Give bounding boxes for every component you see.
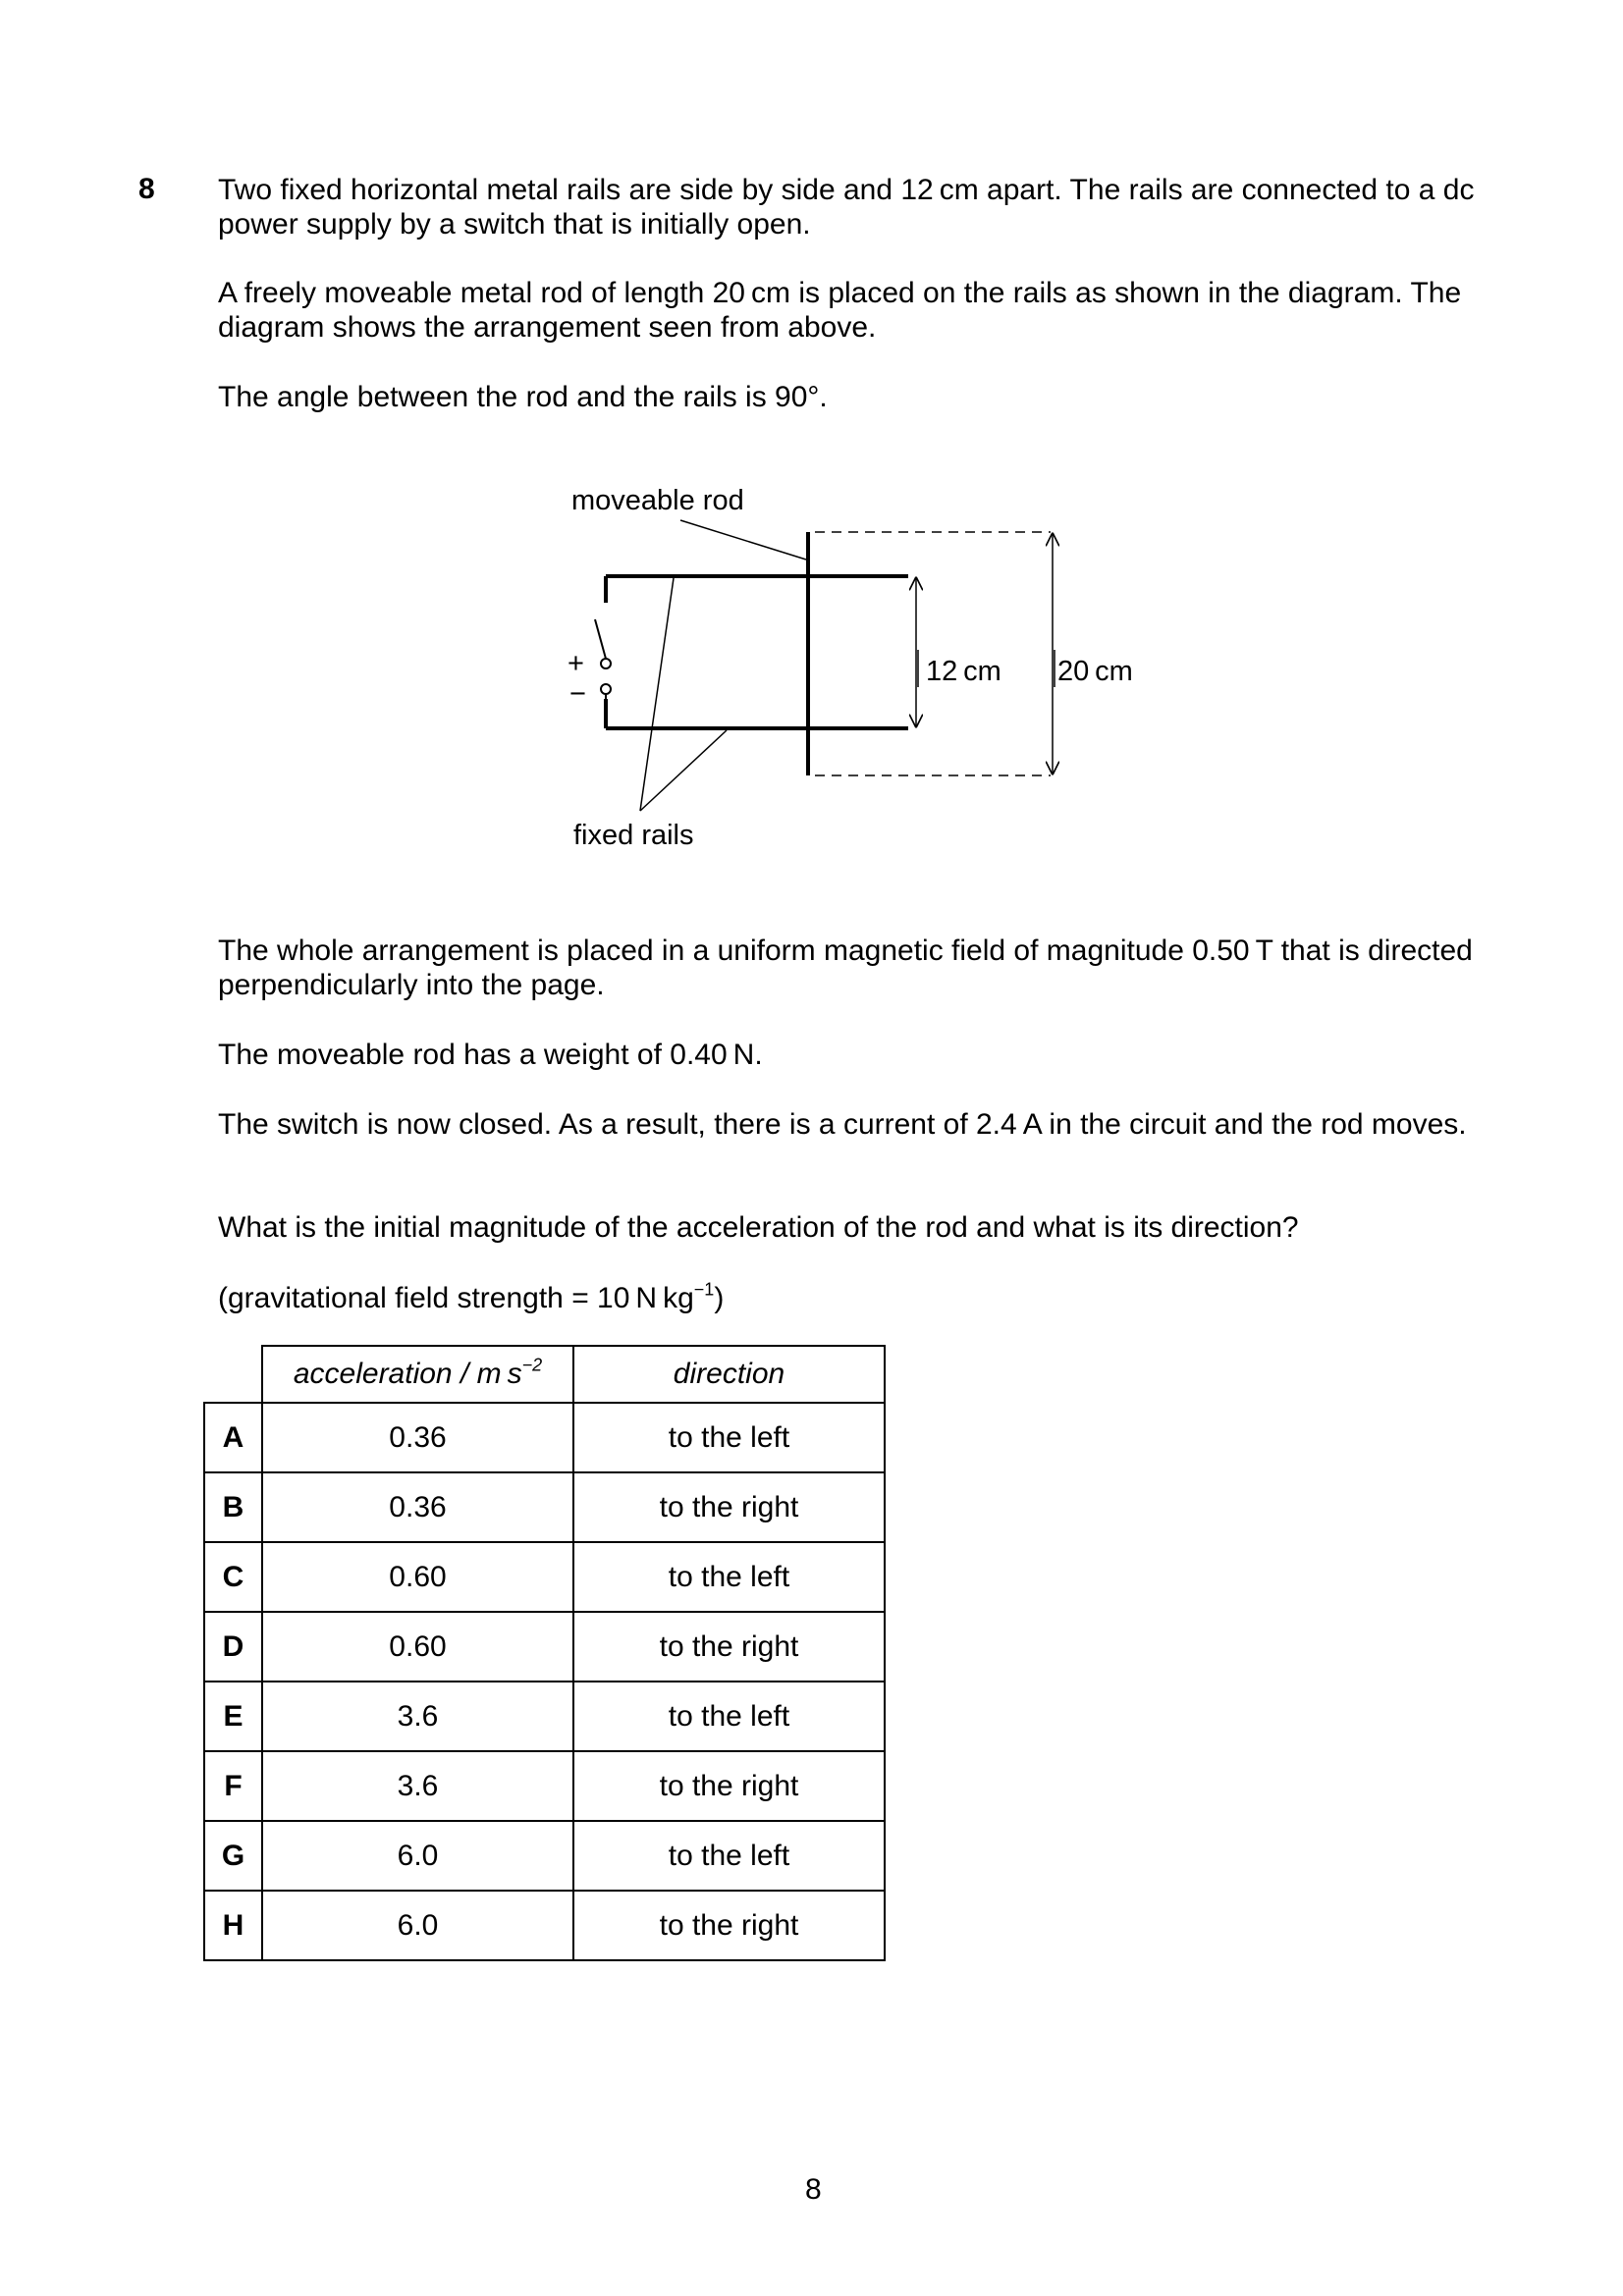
option-letter: G: [204, 1821, 262, 1891]
option-letter: B: [204, 1472, 262, 1542]
question-prompt: What is the initial magnitude of the acceleration of the rod and what is its direction?: [218, 1211, 1299, 1244]
page-number: 8: [805, 2173, 822, 2206]
gravity-note: (gravitational field strength = 10 N $kg^{-1}$): [218, 1279, 725, 1314]
switch-icon: [595, 619, 611, 699]
option-direction: to the right: [573, 1472, 885, 1542]
option-acceleration: 3.6: [262, 1751, 573, 1821]
option-acceleration: 0.36: [262, 1403, 573, 1472]
option-direction: to the left: [573, 1821, 885, 1891]
option-acceleration: 0.36: [262, 1472, 573, 1542]
intro-paragraph-1: Two fixed horizontal metal rails are side by side and 12 cm apart. The rails are connected to a dc power supply by a switch that is initially open.: [218, 174, 1475, 240]
weight-paragraph: The moveable rod has a weight of 0.40 N.: [218, 1039, 763, 1071]
option-row-c[interactable]: [204, 1542, 885, 1612]
label-12cm: 12 cm: [926, 656, 1001, 687]
rod-leader-line: [680, 520, 806, 560]
label-20cm: 20 cm: [1057, 656, 1133, 687]
intro-paragraph-3: The angle between the rod and the rails is 90°.: [218, 381, 828, 413]
header-acceleration: acceleration / m $s^{-2}$: [262, 1346, 573, 1403]
header-direction: direction: [573, 1346, 885, 1403]
option-direction: to the right: [573, 1751, 885, 1821]
option-direction: to the left: [573, 1682, 885, 1751]
minus-terminal-label: −: [569, 678, 586, 710]
option-letter: D: [204, 1612, 262, 1682]
option-letter: H: [204, 1891, 262, 1960]
option-direction: to the right: [573, 1612, 885, 1682]
option-letter: E: [204, 1682, 262, 1751]
option-direction: to the right: [573, 1891, 885, 1960]
option-direction: to the left: [573, 1542, 885, 1612]
switch-paragraph: The switch is now closed. As a result, there is a current of 2.4 A in the circuit and the rod moves.: [218, 1108, 1467, 1141]
intro-paragraph-2: A freely moveable metal rod of length 20 cm is placed on the rails as shown in the diagram. The diagram shows the arrangement seen from above.: [218, 277, 1462, 344]
option-acceleration: 0.60: [262, 1612, 573, 1682]
field-paragraph: The whole arrangement is placed in a uniform magnetic field of magnitude 0.50 T that is directed perpendicularly into the page.: [218, 934, 1473, 1001]
option-row-e[interactable]: [204, 1682, 885, 1751]
label-fixed-rails: fixed rails: [573, 820, 694, 851]
table-corner: [204, 1346, 262, 1403]
option-row-d[interactable]: [204, 1612, 885, 1682]
answer-options-table: [203, 1345, 886, 1961]
rail-diagram: [0, 0, 1623, 883]
question-number: 8: [138, 173, 155, 205]
option-acceleration: 3.6: [262, 1682, 573, 1751]
label-moveable-rod: moveable rod: [571, 485, 744, 516]
option-letter: C: [204, 1542, 262, 1612]
option-letter: A: [204, 1403, 262, 1472]
rails-leader-line-bottom: [640, 730, 727, 811]
option-row-g[interactable]: [204, 1821, 885, 1891]
option-row-h[interactable]: [204, 1891, 885, 1960]
option-row-f[interactable]: [204, 1751, 885, 1821]
rails-leader-line-top: [640, 578, 674, 811]
plus-terminal-label: +: [568, 648, 584, 679]
option-acceleration: 0.60: [262, 1542, 573, 1612]
option-acceleration: 6.0: [262, 1891, 573, 1960]
option-row-b[interactable]: [204, 1472, 885, 1542]
option-letter: F: [204, 1751, 262, 1821]
option-row-a[interactable]: [204, 1403, 885, 1472]
option-acceleration: 6.0: [262, 1821, 573, 1891]
option-direction: to the left: [573, 1403, 885, 1472]
